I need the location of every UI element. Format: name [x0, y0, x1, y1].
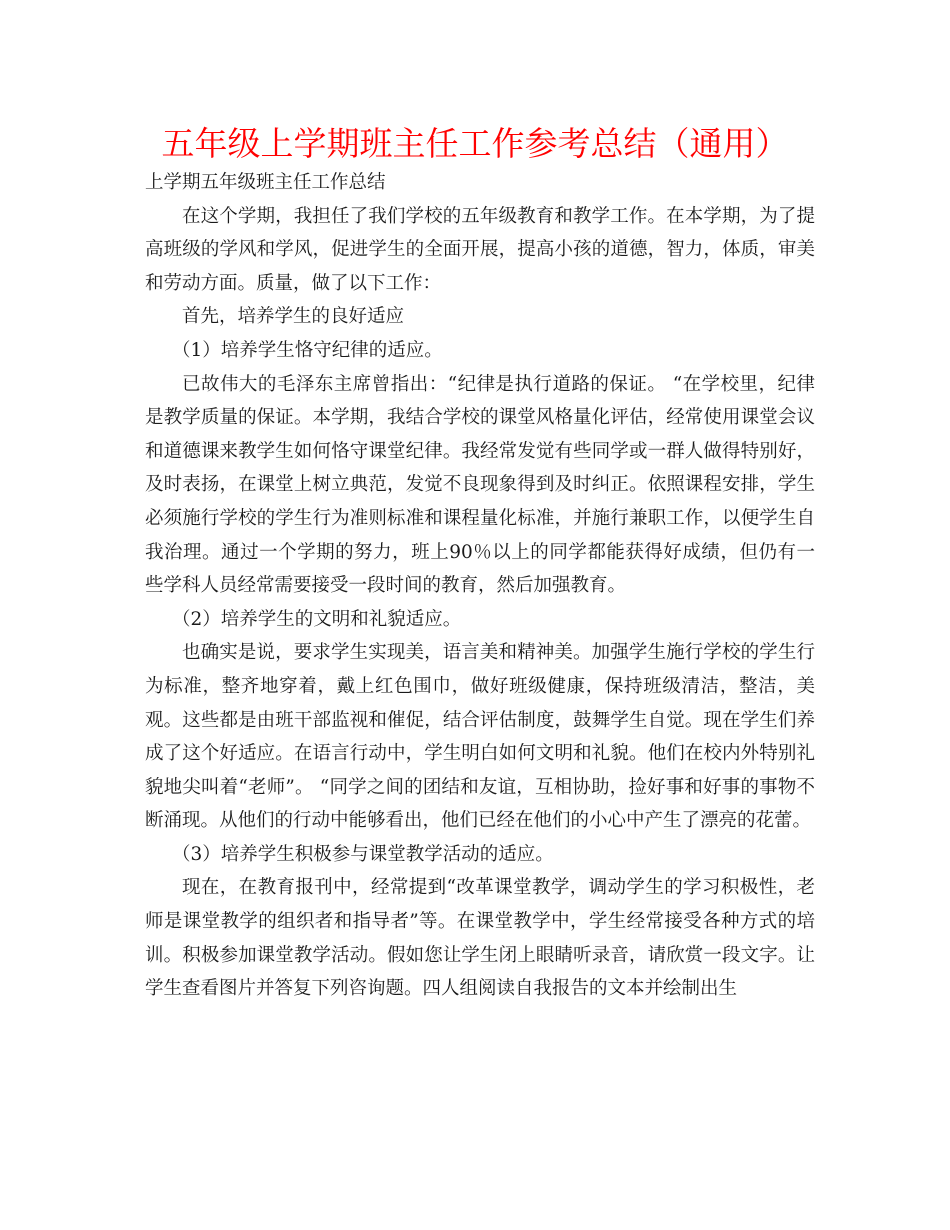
paragraph-section-heading: 首先，培养学生的良好适应 — [182, 306, 405, 328]
document-body — [145, 166, 815, 1006]
paragraph-civility: 也确实是说，要求学生实现美，语言美和精神美。加强学生施行学校的学生行为标准，整齐地穿着，戴上红色围巾，做好班级健康，保持班级清洁，整洁，美观。这些都是由班干部监视和催促，结合评估制度，鼓舞学生自觉。现在学生们养成了这个好适应。在语言行动中，学生明白如何文明和礼貌。他们在校内外特别礼貌地尖叫着“老师”。 “同学之间的团结和友谊，互相协助，捡好事和好事的事物不断涌现。从他们的行动中能够看出，他们已经在他们的小心中产生了漂亮的花蕾。 — [145, 642, 815, 832]
document-title: 五年级上学期班主任工作参考总结（通用） — [161, 124, 789, 163]
paragraph-intro: 在这个学期，我担任了我们学校的五年级教育和教学工作。在本学期，为了提高班级的学风和学风，促进学生的全面开展，提高小孩的道德，智力，体质，审美和劳动方面。质量，做了以下工作： — [145, 205, 815, 294]
paragraph-subheading-1: （1）培养学生恪守纪律的适应。 — [172, 339, 443, 361]
paragraph-subheading-2: （2）培养学生的文明和礼貌适应。 — [172, 608, 462, 630]
paragraph-subheading-3: （3）培养学生积极参与课堂教学活动的适应。 — [172, 843, 554, 865]
paragraph-classroom: 现在，在教育报刊中，经常提到“改革课堂教学，调动学生的学习积极性，老师是课堂教学的组织者和指导者”等。在课堂教学中，学生经常接受各种方式的培训。积极参加课堂教学活动。假如您让学生闭上眼睛听录音，请欣赏一段文字。让学生查看图片并答复下列咨询题。四人组阅读自我报告的文本并绘制出生 — [145, 877, 815, 1000]
paragraph-discipline: 已故伟大的毛泽东主席曾指出：“纪律是执行道路的保证。 “在学校里，纪律是教学质量的保证。本学期，我结合学校的课堂风格量化评估，经常使用课堂会议和道德课来教学生如何恪守课堂纪律。我经常发觉有些同学或一群人做得特别好，及时表扬，在课堂上树立典范，发觉不良现象得到及时纠正。依照课程安排，学生必须施行学校的学生行为准则标准和课程量化标准，并施行兼职工作，以便学生自我治理。通过一个学期的努力，班上90％以上的同学都能获得好成绩，但仍有一些学科人员经常需要接受一段时间的教育，然后加强教育。 — [145, 373, 815, 597]
paragraph-subtitle: 上学期五年级班主任工作总结 — [145, 172, 386, 193]
